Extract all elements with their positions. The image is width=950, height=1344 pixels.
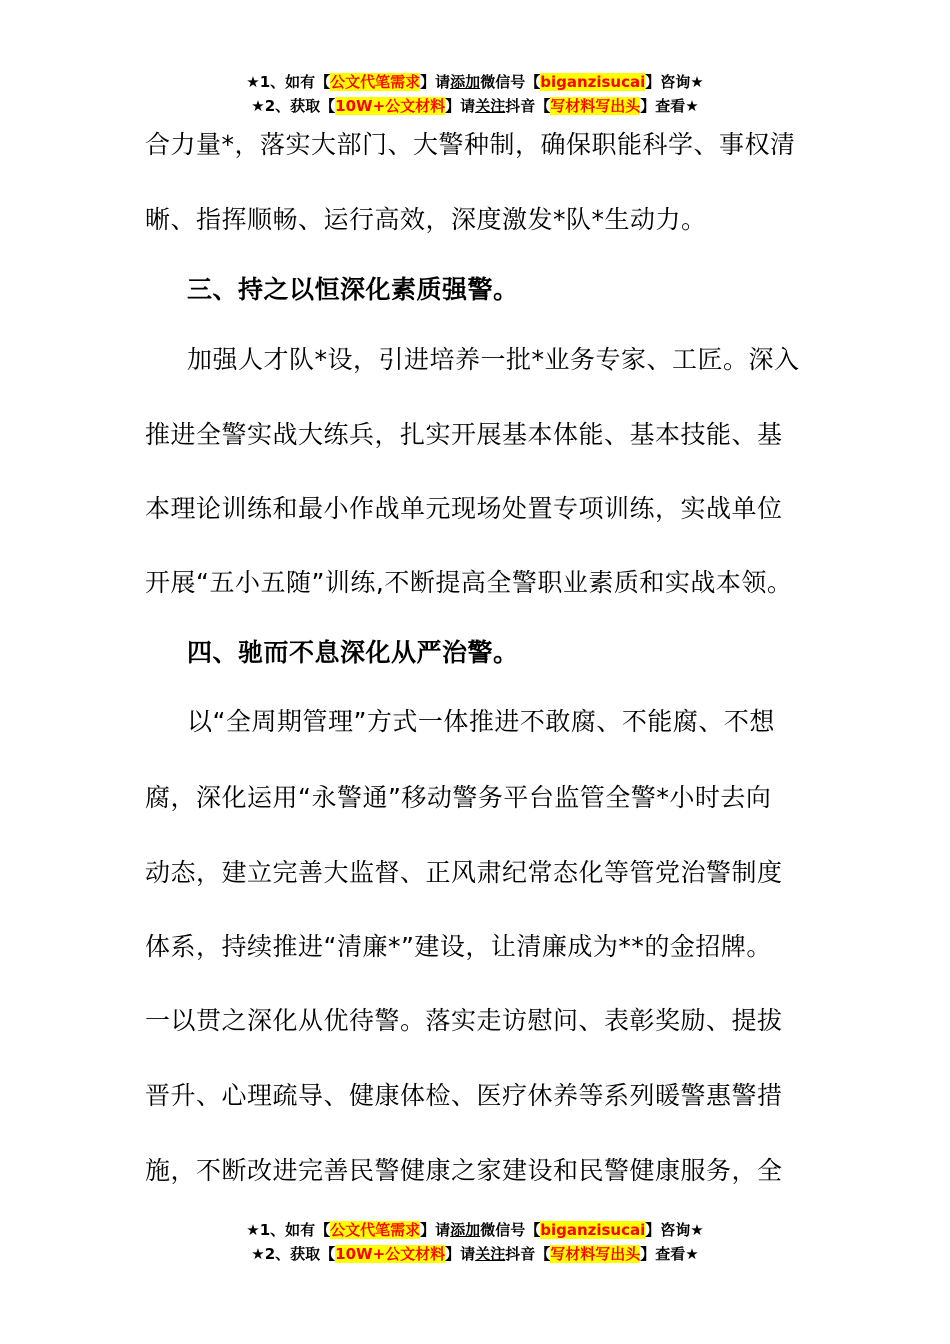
body-line: 合力量*，落实大部门、大警种制，确保职能科学、事权清 <box>145 130 796 159</box>
promo-highlight: 10W+公文材料 <box>335 97 446 115</box>
body-line: 晋升、心理疏导、健康体检、医疗休养等系列暖警惠警措 <box>145 1081 783 1110</box>
body-line: 以“全周期管理”方式一体推进不敢腐、不能腐、不想 <box>187 707 775 736</box>
star-icon: ★ <box>690 73 704 91</box>
section-heading: 三、持之以恒深化素质强警。 <box>187 275 519 304</box>
promo-footer-line-2: ★2、获取【10W+公文材料】请关注抖音【写材料写出头】查看★ <box>251 1245 699 1263</box>
body-line: 一以贯之深化从优待警。落实走访慰问、表彰奖励、提拔 <box>145 1006 783 1035</box>
promo-highlight: 10W+公文材料 <box>335 1245 446 1263</box>
promo-highlight: 公文代笔需求 <box>330 73 421 91</box>
body-line: 晰、指挥顺畅、运行高效，深度激发*队*生动力。 <box>145 205 707 234</box>
body-line: 本理论训练和最小作战单元现场处置专项训练，实战单位 <box>145 494 783 523</box>
promo-douyin-id: 写材料写出头 <box>550 1245 641 1263</box>
promo-header-line-2: ★2、获取【10W+公文材料】请关注抖音【写材料写出头】查看★ <box>251 97 699 115</box>
body-line: 加强人才队*设，引进培养一批*业务专家、工匠。深入 <box>187 345 800 374</box>
star-icon: ★ <box>685 97 699 115</box>
star-icon: ★ <box>685 1245 699 1263</box>
star-icon: ★ <box>246 1221 260 1239</box>
star-icon: ★ <box>690 1221 704 1239</box>
body-line: 腐，深化运用“永警通”移动警务平台监管全警*小时去向 <box>145 783 772 812</box>
body-line: 推进全警实战大练兵，扎实开展基本体能、基本技能、基 <box>145 420 783 449</box>
body-line: 动态，建立完善大监督、正风肃纪常态化等管党治警制度 <box>145 858 783 887</box>
promo-douyin-id: 写材料写出头 <box>550 97 641 115</box>
promo-highlight: 公文代笔需求 <box>330 1221 421 1239</box>
body-line: 体系，持续推进“清廉*”建设，让清廉成为**的金招牌。 <box>145 932 772 961</box>
star-icon: ★ <box>251 97 265 115</box>
section-heading: 四、驰而不息深化从严治警。 <box>187 638 519 667</box>
body-line: 施，不断改进完善民警健康之家建设和民警健康服务，全 <box>145 1156 783 1185</box>
promo-wechat-id: biganzisucai <box>540 1221 646 1239</box>
star-icon: ★ <box>246 73 260 91</box>
star-icon: ★ <box>251 1245 265 1263</box>
body-line: 开展“五小五随”训练,不断提高全警职业素质和实战本领。 <box>145 568 793 597</box>
promo-header-line-1: ★1、如有【公文代笔需求】请添加微信号【biganzisucai】咨询★ <box>246 73 704 91</box>
promo-wechat-id: biganzisucai <box>540 73 646 91</box>
promo-footer-line-1: ★1、如有【公文代笔需求】请添加微信号【biganzisucai】咨询★ <box>246 1221 704 1239</box>
